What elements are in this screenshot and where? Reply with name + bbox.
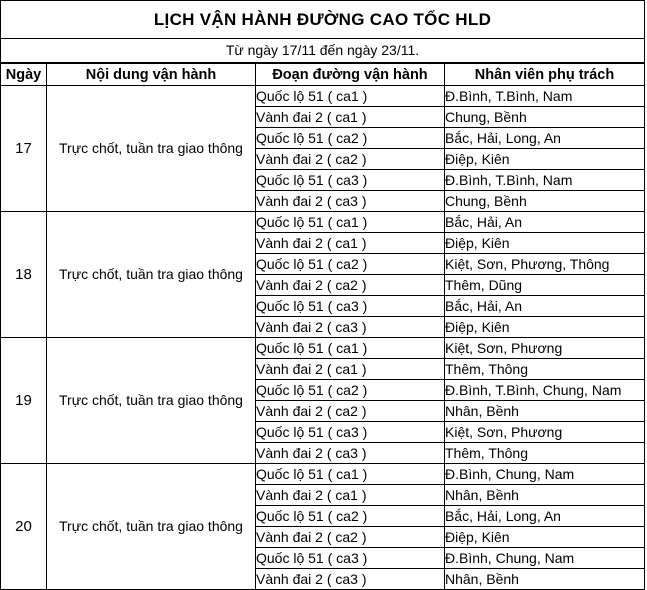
staff-cell: Nhân, Bềnh [445, 485, 645, 506]
segment-cell: Vành đai 2 ( ca3 ) [256, 569, 445, 590]
staff-cell: Thêm, Thông [445, 359, 645, 380]
segment-cell: Quốc lộ 51 ( ca3 ) [256, 170, 445, 191]
staff-cell: Kiệt, Sơn, Phương [445, 338, 645, 359]
staff-cell: Đ.Bình, T.Bình, Nam [445, 86, 645, 107]
header-staff: Nhân viên phụ trách [445, 64, 645, 86]
table-row [1, 86, 645, 107]
staff-cell: Điệp, Kiên [445, 527, 645, 548]
table-row [1, 212, 645, 233]
segment-cell: Vành đai 2 ( ca1 ) [256, 107, 445, 128]
content-cell: Trực chốt, tuần tra giao thông [47, 86, 256, 212]
date-range: Từ ngày 17/11 đến ngày 23/11. [1, 39, 644, 63]
segment-cell: Vành đai 2 ( ca1 ) [256, 233, 445, 254]
staff-cell: Đ.Bình, T.Bình, Chung, Nam [445, 380, 645, 401]
header-content: Nội dung vận hành [47, 64, 256, 86]
staff-cell: Điệp, Kiên [445, 149, 645, 170]
staff-cell: Bắc, Hải, An [445, 296, 645, 317]
segment-cell: Vành đai 2 ( ca2 ) [256, 527, 445, 548]
staff-cell: Chung, Bềnh [445, 107, 645, 128]
header-row [1, 64, 645, 86]
staff-cell: Bắc, Hải, Long, An [445, 506, 645, 527]
segment-cell: Vành đai 2 ( ca2 ) [256, 401, 445, 422]
segment-cell: Vành đai 2 ( ca2 ) [256, 149, 445, 170]
staff-cell: Điệp, Kiên [445, 317, 645, 338]
content-cell: Trực chốt, tuần tra giao thông [47, 338, 256, 464]
segment-cell: Vành đai 2 ( ca1 ) [256, 359, 445, 380]
staff-cell: Thêm, Thông [445, 443, 645, 464]
staff-cell: Chung, Bềnh [445, 191, 645, 212]
staff-cell: Đ.Bình, Chung, Nam [445, 464, 645, 485]
segment-cell: Quốc lộ 51 ( ca1 ) [256, 212, 445, 233]
day-cell: 19 [1, 338, 47, 464]
header-day: Ngày [1, 64, 47, 86]
content-cell: Trực chốt, tuần tra giao thông [47, 212, 256, 338]
staff-cell: Bắc, Hải, An [445, 212, 645, 233]
day-cell: 18 [1, 212, 47, 338]
staff-cell: Kiệt, Sơn, Phương [445, 422, 645, 443]
segment-cell: Quốc lộ 51 ( ca2 ) [256, 254, 445, 275]
segment-cell: Vành đai 2 ( ca1 ) [256, 485, 445, 506]
schedule-table [0, 63, 645, 590]
staff-cell: Bắc, Hải, Long, An [445, 128, 645, 149]
segment-cell: Quốc lộ 51 ( ca2 ) [256, 506, 445, 527]
segment-cell: Quốc lộ 51 ( ca3 ) [256, 548, 445, 569]
segment-cell: Vành đai 2 ( ca3 ) [256, 191, 445, 212]
staff-cell: Kiệt, Sơn, Phương, Thông [445, 254, 645, 275]
segment-cell: Quốc lộ 51 ( ca3 ) [256, 422, 445, 443]
segment-cell: Vành đai 2 ( ca3 ) [256, 317, 445, 338]
table-row [1, 464, 645, 485]
table-row [1, 338, 645, 359]
segment-cell: Vành đai 2 ( ca2 ) [256, 275, 445, 296]
segment-cell: Quốc lộ 51 ( ca1 ) [256, 86, 445, 107]
segment-cell: Vành đai 2 ( ca3 ) [256, 443, 445, 464]
segment-cell: Quốc lộ 51 ( ca1 ) [256, 338, 445, 359]
segment-cell: Quốc lộ 51 ( ca3 ) [256, 296, 445, 317]
staff-cell: Điệp, Kiên [445, 233, 645, 254]
staff-cell: Nhân, Bềnh [445, 569, 645, 590]
header-segment: Đoạn đường vận hành [256, 64, 445, 86]
segment-cell: Quốc lộ 51 ( ca2 ) [256, 128, 445, 149]
staff-cell: Thêm, Dũng [445, 275, 645, 296]
staff-cell: Đ.Bình, Chung, Nam [445, 548, 645, 569]
content-cell: Trực chốt, tuần tra giao thông [47, 464, 256, 590]
segment-cell: Quốc lộ 51 ( ca1 ) [256, 464, 445, 485]
page-title: LỊCH VẬN HÀNH ĐƯỜNG CAO TỐC HLD [1, 1, 644, 39]
day-cell: 17 [1, 86, 47, 212]
segment-cell: Quốc lộ 51 ( ca2 ) [256, 380, 445, 401]
staff-cell: Nhân, Bềnh [445, 401, 645, 422]
staff-cell: Đ.Bình, T.Bình, Nam [445, 170, 645, 191]
day-cell: 20 [1, 464, 47, 590]
